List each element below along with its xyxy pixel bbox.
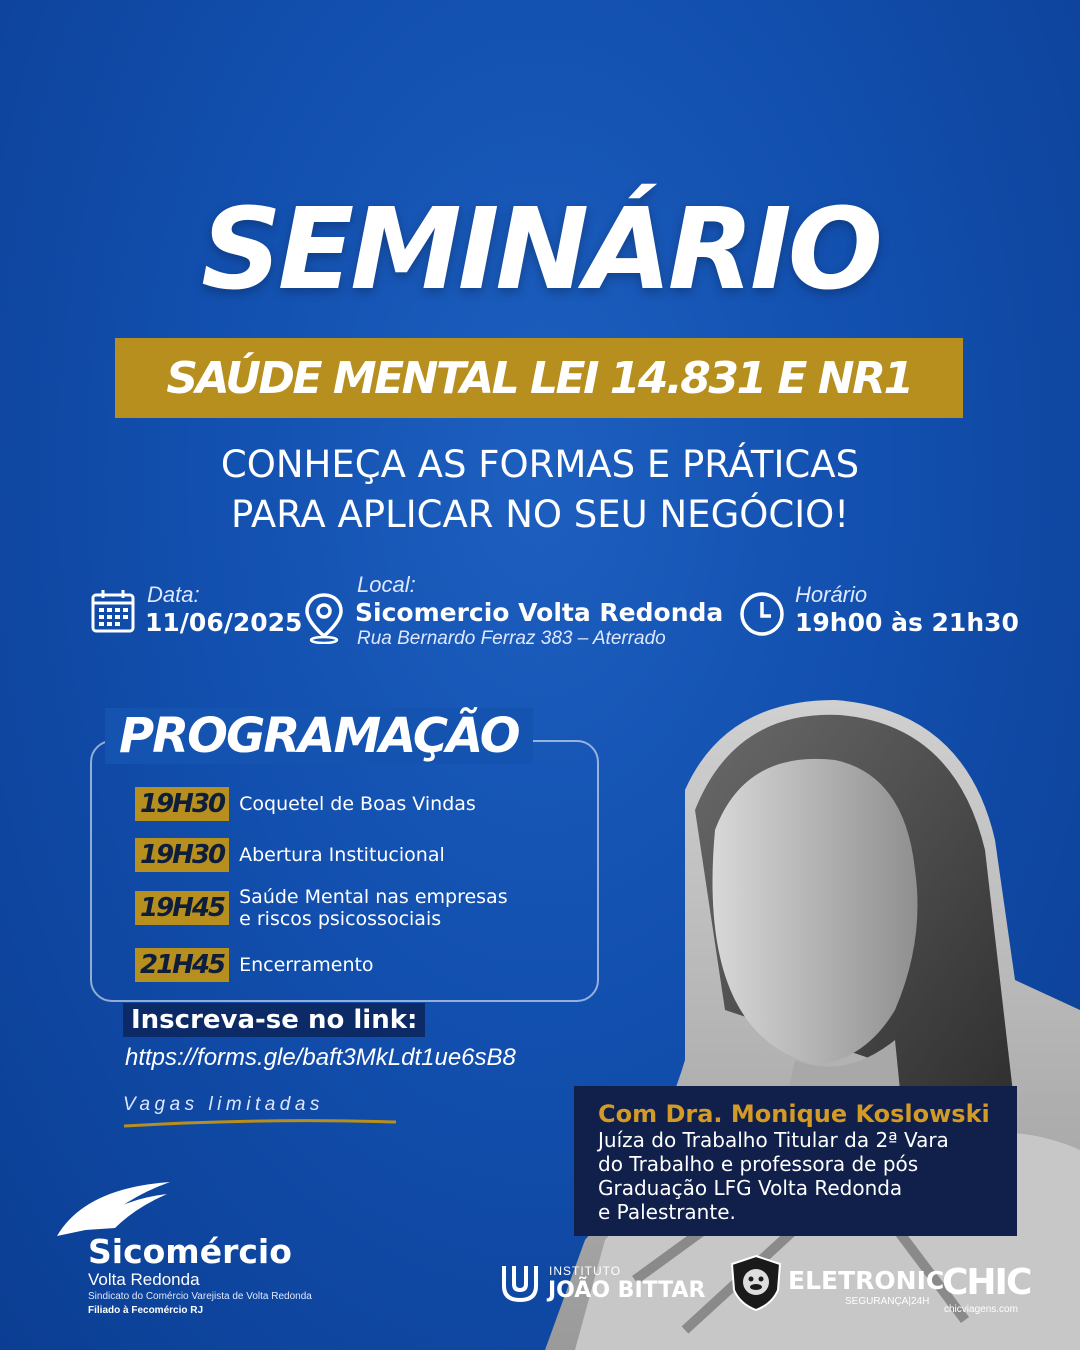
speaker-bio-line: do Trabalho e professora de pós [598,1152,919,1176]
sicomercio-wing-icon [55,1178,175,1238]
instituto-top: INSTITUTO [549,1264,622,1278]
chic-name: CHIC [942,1262,1031,1303]
org-full-name: Sindicato do Comércio Varejista de Volta Redonda [88,1291,312,1302]
org-city: Volta Redonda [88,1270,200,1289]
speaker-name: Com Dra. Monique Koslowski [598,1100,990,1128]
seminar-title: SEMINÁRIO [201,185,879,315]
program-item [135,886,508,930]
speaker-bio-line: e Palestrante. [598,1200,736,1224]
tagline-line-2: PARA APLICAR NO SEU NEGÓCIO! [230,493,850,536]
subtitle-banner [115,338,963,418]
time-label: Horário [795,582,868,607]
time-value: 19h00 às 21h30 [795,608,1019,637]
instituto-joao-bittar-logo-icon [500,1262,540,1304]
limited-spots-note: Vagas limitadas [123,1094,324,1115]
instituto-name: JOÃO BITTAR [548,1278,706,1303]
eletronic-sub: SEGURANÇA|24H [845,1296,930,1307]
org-name: Sicomércio [88,1232,292,1271]
program-desc [239,886,507,930]
date-label: Data: [147,582,200,607]
program-desc: Encerramento [239,954,374,976]
tagline-line-1: CONHEÇA AS FORMAS E PRÁTICAS [220,443,860,486]
program-time: 19H30 [135,787,229,821]
location-address: Rua Bernardo Ferraz 383 – Aterrado [357,628,666,649]
program-time: 21H45 [135,948,229,982]
signup-label: Inscreva-se no link: [123,1003,425,1037]
program-desc: Coquetel de Boas Vindas [239,793,476,815]
tagline [0,440,1080,540]
speaker-portrait [545,680,1080,1350]
location-label: Local: [357,572,416,597]
speaker-box [574,1086,1017,1236]
location-pin-icon [303,592,345,644]
program-time: 19H30 [135,838,229,872]
program-time: 19H45 [135,891,229,925]
program-desc: Abertura Institucional [239,844,445,866]
subtitle-text: SAÚDE MENTAL LEI 14.831 E NR1 [166,352,912,404]
program-title: PROGRAMAÇÃO [105,708,533,764]
date-value: 11/06/2025 [145,608,303,637]
signup-link[interactable]: https://forms.gle/baft3MkLdt1ue6sB8 [125,1044,516,1071]
clock-icon [738,590,786,638]
program-desc-line: Saúde Mental nas empresas [239,886,508,908]
speaker-bio-line: Juíza do Trabalho Titular da 2ª Vara [598,1128,949,1152]
program-item [135,838,445,872]
program-desc-line: e riscos psicossociais [239,908,442,930]
program-item [135,787,476,821]
eletronic-bulldog-shield-icon [728,1254,784,1312]
chic-site: chicviagens.com [944,1304,1018,1315]
speaker-bio-line: Graduação LFG Volta Redonda [598,1176,903,1200]
calendar-icon [90,588,136,634]
underline-swoosh [120,1116,400,1130]
location-value: Sicomercio Volta Redonda [355,598,724,627]
eletronic-name: ELETRONIC [788,1266,945,1295]
org-affiliation: Filiado à Fecomércio RJ [88,1305,204,1316]
program-item [135,948,374,982]
